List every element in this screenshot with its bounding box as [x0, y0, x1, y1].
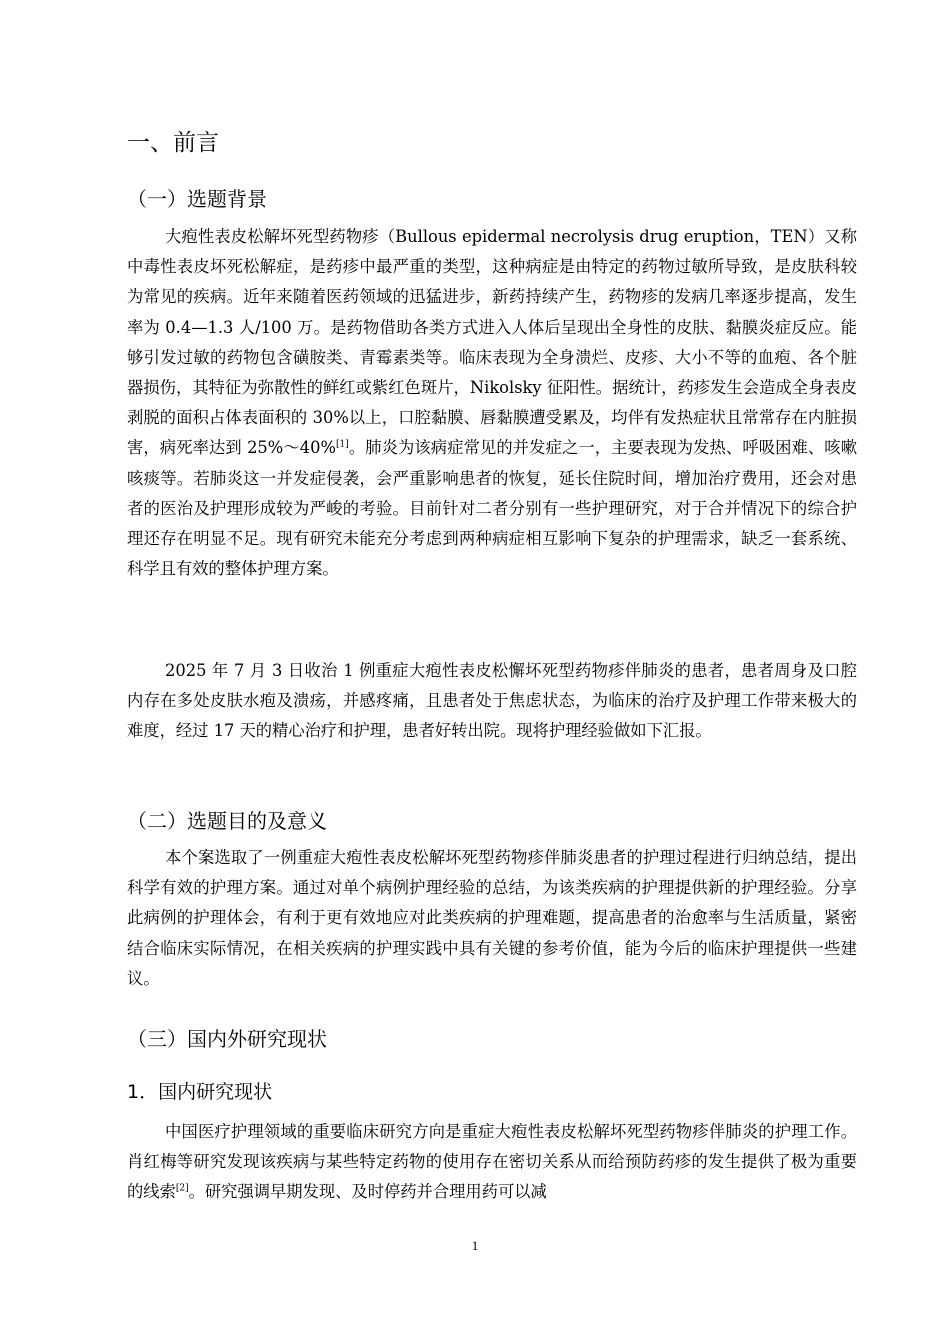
background-paragraph-2: 2025 年 7 月 3 日收治 1 例重症大疱性表皮松懈坏死型药物疹伴肺炎的患者，患者周身及口腔内存在多处皮肤水疱及溃疡，并感疼痛，且患者处于焦虑状态，为临床的治疗及护理工作带来极大的难度，经过 17 天的精心治疗和护理，患者好转出院。现将护理经验做如下汇报。 [127, 661, 857, 741]
section-heading-research-status: （三）国内外研究现状 [127, 1027, 327, 1051]
citation-ref-1: [1] [335, 440, 349, 450]
section-heading-background: （一）选题背景 [127, 187, 267, 211]
chapter-title: 一、前言 [127, 130, 219, 156]
background-paragraph-1 [127, 222, 857, 584]
background-paragraph-1-text: 大疱性表皮松解坏死型药物疹（Bullous epidermal necrolysis drug eruption，TEN）又称中毒性表皮坏死松解症，是药疹中最严重的类型，这种病症是由特定的药物过敏所导致，是皮肤科较为常见的疾病。近年来随着医药领域的迅猛进步，新药持续产生，药物疹的发病几率逐步提高，发生率为 0.4—1.3 人/100 万。是药物借助各类方式进入人体后呈现出全身性的皮肤、黏膜炎症反应。能够引发过敏的药物包含磺胺类、青霉素类等。临床表现为全身溃烂、皮疹、大小不等的血疱、各个脏器损伤，其特征为弥散性的鲜红或紫红色斑片，Nikolsky 征阳性。据统计，药疹发生会造成全身表皮剥脱的面积占体表面积的 30%以上，口腔黏膜、唇黏膜遭受累及，均伴有发热症状且常常存在内脏损害，病死率达到 25%～40% [127, 227, 857, 458]
purpose-paragraph: 本个案选取了一例重症大疱性表皮松解坏死型药物疹伴肺炎患者的护理过程进行归纳总结，提出科学有效的护理方案。通过对单个病例护理经验的总结，为该类疾病的护理提供新的护理经验。分享此病例的护理体会，有利于更有效地应对此类疾病的护理难题，提高患者的治愈率与生活质量，紧密结合临床实际情况，在相关疾病的护理实践中具有关键的参考价值，能为今后的临床护理提供一些建议。 [127, 848, 857, 988]
domestic-research-text: 中国医疗护理领域的重要临床研究方向是重症大疱性表皮松解坏死型药物疹伴肺炎的护理工作。肖红梅等研究发现该疾病与某些特定药物的使用存在密切关系从而给预防药疹的发生提供了极为重要的线索 [127, 1122, 857, 1202]
citation-ref-2: [2] [175, 1183, 189, 1194]
background-paragraph-1-continued: 。肺炎为该病症常见的并发症之一，主要表现为发热、呼吸困难、咳嗽咳痰等。若肺炎这一并发症侵袭，会严重影响患者的恢复，延长住院时间，增加治疗费用，还会对患者的医治及护理形成较为严峻的考验。目前针对二者分别有一些护理研究，对于合并情况下的综合护理还存在明显不足。现有研究未能充分考虑到两种病症相互影响下复杂的护理需求，缺乏一套系统、科学且有效的整体护理方案。 [127, 438, 857, 579]
subheading-domestic-research: 1．国内研究现状 [127, 1081, 273, 1103]
domestic-research-paragraph [127, 1117, 857, 1208]
section-heading-purpose: （二）选题目的及意义 [127, 809, 327, 833]
domestic-research-text-continued: 。研究强调早期发现、及时停药并合理用药可以减 [188, 1182, 547, 1202]
page-number: 1 [471, 1238, 479, 1253]
